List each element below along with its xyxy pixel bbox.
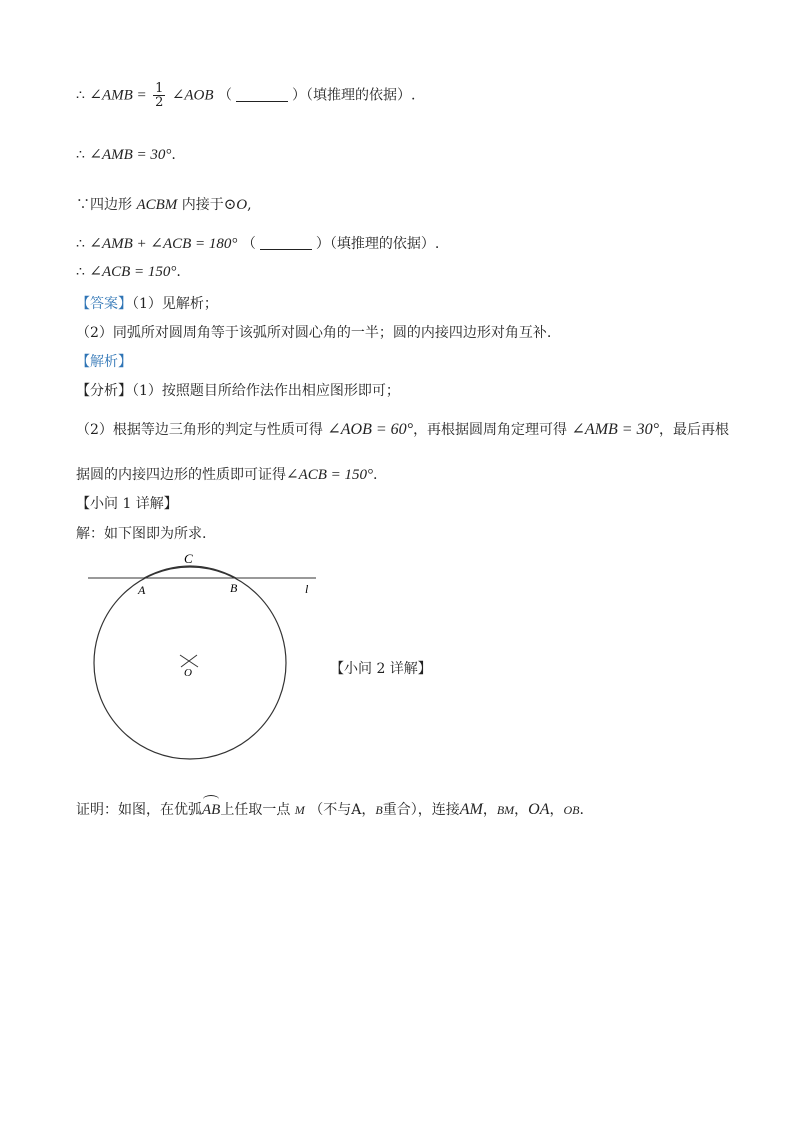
analysis-tag: 【解析】 [76, 354, 132, 370]
period: . [176, 264, 181, 280]
answer-blank[interactable] [260, 235, 312, 250]
arc-acb [144, 566, 236, 578]
comma: ， [482, 802, 497, 818]
math-symbol: OB [563, 803, 580, 817]
text: 内接于 [181, 197, 224, 213]
math-expression: ∠AMB = 30° [89, 147, 172, 163]
answer-text: （1）见解析； [132, 296, 218, 312]
math-expression: ∠AMB = [89, 87, 147, 104]
line-1 [76, 82, 415, 109]
fenxi-line-2 [76, 420, 729, 440]
answer-line [76, 294, 218, 314]
period: . [373, 467, 378, 483]
line-2 [76, 145, 176, 165]
proof-line [76, 800, 584, 820]
answer-tag: 【答案】 [76, 296, 132, 312]
sol1-line [76, 524, 206, 544]
therefore-symbol: ∴ [76, 147, 85, 163]
math-expression: ACBM [136, 197, 178, 213]
fenxi-text: （2）根据等边三角形的判定与性质可得 [76, 422, 323, 438]
proof-text: 上任取一点 [220, 802, 291, 818]
comma: ， [514, 802, 529, 818]
therefore-symbol: ∴ [76, 264, 85, 280]
line-5 [76, 262, 181, 282]
answer-blank[interactable] [236, 87, 288, 102]
paren-open: （ [218, 87, 233, 104]
math-expression: ∠ACB = 150° [89, 264, 177, 280]
fenxi-tag: 【分析】 [76, 383, 132, 399]
fenxi-text: ，再根据圆周角定理可得 [413, 422, 568, 438]
math-symbol: OA [528, 801, 550, 818]
paren-open: （ [241, 236, 256, 252]
circle-o [94, 567, 286, 759]
point-b-label: B [230, 581, 238, 595]
geometry-figure [86, 550, 326, 765]
answer-line-2 [76, 323, 551, 343]
math-expression: ∠AMB + ∠ACB = 180° [89, 236, 238, 252]
math-expression: ∠AOB = 60° [327, 421, 414, 438]
math-symbol: BM [496, 803, 515, 817]
fenxi-text: 据圆的内接四边形的性质即可证得 [76, 467, 286, 483]
fenxi-line [76, 381, 400, 401]
therefore-symbol: ∴ [76, 236, 85, 252]
sub1-heading [76, 494, 178, 514]
line-3 [76, 195, 252, 215]
text: 四边形 [90, 197, 132, 213]
point-o-label: O [184, 667, 192, 679]
period: . [171, 147, 176, 163]
fenxi-text: （1）按照题目所给作法作出相应图形即可； [132, 383, 400, 399]
sub2-heading: 【小问 2 详解】 [330, 661, 432, 677]
jiexi-line [76, 352, 132, 372]
point-a-label: A [138, 583, 146, 597]
fenxi-line-3 [76, 465, 377, 485]
line-l-label: l [305, 582, 309, 596]
math-expression: ∠ACB = 150° [286, 467, 374, 483]
fenxi-text: ，最后再根 [659, 422, 729, 438]
math-expression: ∠AMB = 30° [571, 421, 659, 438]
fraction [153, 82, 165, 109]
proof-text: 重合），连接 [382, 802, 460, 818]
answer-text: （2）同弧所对圆周角等于该弧所对圆心角的一半；圆的内接四边形对角互补. [76, 325, 552, 341]
subquestion-heading: 【小问 1 详解】 [76, 496, 178, 512]
math-symbol: B [375, 803, 383, 817]
comma: ， [549, 802, 564, 818]
period: . [579, 802, 584, 818]
math-symbol: AM [459, 801, 483, 818]
therefore-symbol: ∴ [76, 87, 85, 104]
paren-close-text: ）（填推理的依据）. [292, 87, 416, 104]
because-symbol: ∵ [76, 197, 90, 213]
comma: , [247, 197, 252, 213]
solution-text: 解：如下图即为所求. [76, 526, 207, 542]
math-symbol: M [294, 803, 305, 817]
point-c-label: C [184, 551, 193, 566]
math-expression: ∠AOB [171, 87, 214, 104]
paren-close-text: ）（填推理的依据）. [315, 236, 440, 252]
comma: ， [361, 802, 376, 818]
proof-text: （不与 [309, 802, 352, 818]
arc-ab: AB [202, 802, 221, 818]
proof-text: 证明：如图，在优弧 [76, 802, 202, 818]
line-4 [76, 234, 439, 254]
math-symbol: A [351, 802, 362, 818]
fraction-denominator: 2 [155, 95, 164, 110]
fraction-numerator: 1 [155, 81, 164, 96]
circle-symbol: ⊙O [223, 197, 248, 213]
